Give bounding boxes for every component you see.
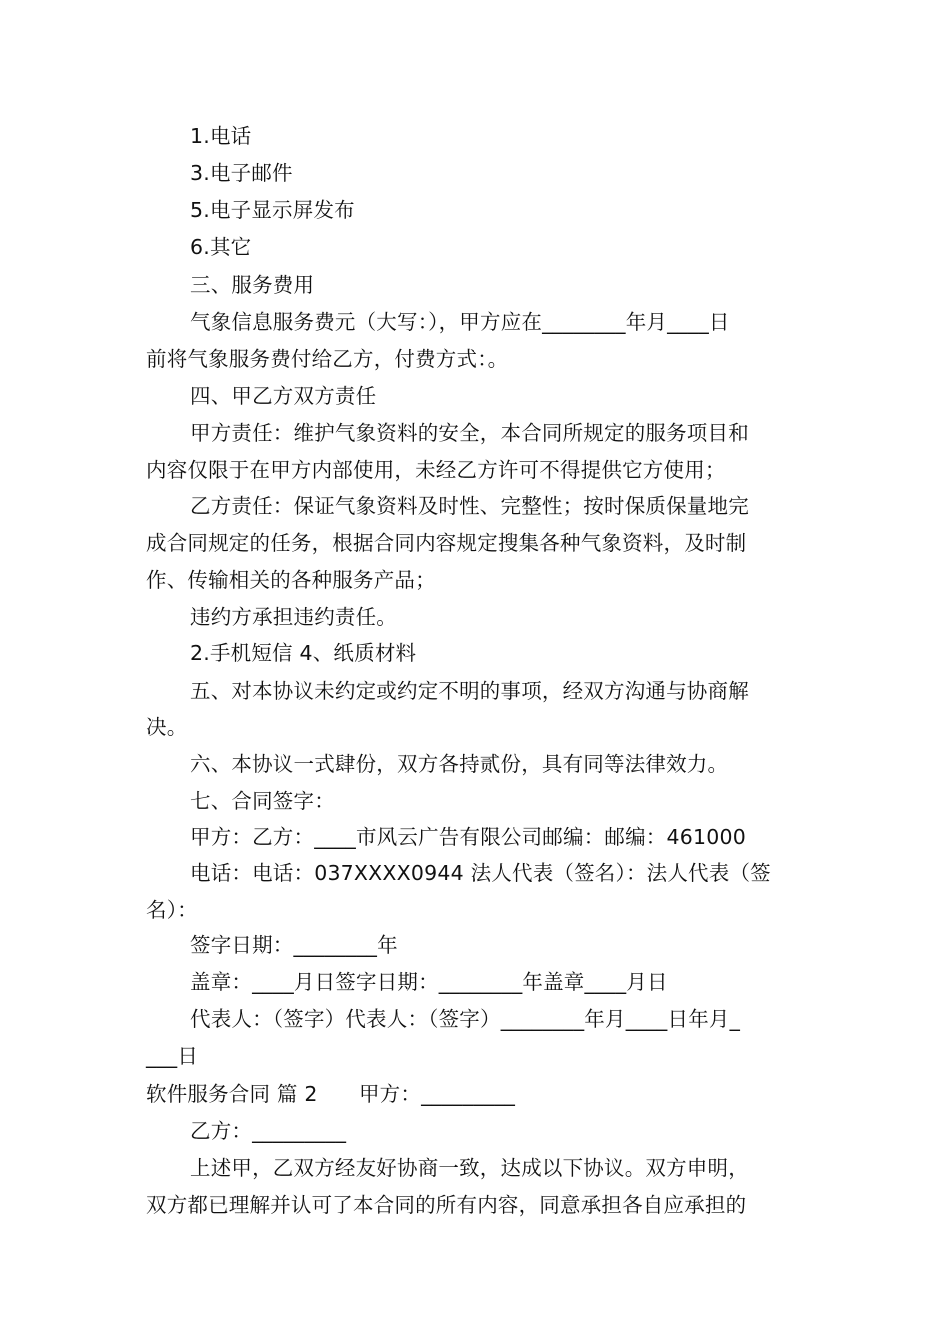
- document-subtitle: 软件服务合同 篇 2 甲方：_________: [146, 1082, 516, 1106]
- section-heading-responsibilities: 四、甲乙方双方责任: [190, 384, 377, 408]
- section-heading-five: 五、对本协议未约定或约定不明的事项，经双方沟通与协商解: [190, 679, 749, 703]
- signature-line: 电话：电话：037XXXX0944 法人代表（签名）：法人代表（签: [190, 861, 771, 885]
- paragraph-line: 作、传输相关的各种服务产品；: [146, 568, 436, 592]
- list-item-display-screen: 5.电子显示屏发布: [190, 198, 355, 222]
- signature-line: 签字日期：________年: [190, 933, 398, 957]
- paragraph-line: 前将气象服务费付给乙方，付费方式：。: [146, 347, 509, 371]
- section-heading-fees: 三、服务费用: [190, 273, 315, 297]
- party-b-line: 乙方：_________: [190, 1119, 347, 1143]
- list-item-other: 6.其它: [190, 235, 252, 259]
- paragraph-line: 决。: [146, 715, 188, 739]
- paragraph-line: 上述甲，乙双方经友好协商一致，达成以下协议。双方申明，: [190, 1156, 749, 1180]
- paragraph-line: 双方都已理解并认可了本合同的所有内容，同意承担各自应承担的: [146, 1193, 747, 1217]
- paragraph-line: 气象信息服务费元（大写：），甲方应在________年月____日: [190, 310, 730, 334]
- paragraph-line: 内容仅限于在甲方内部使用，未经乙方许可不得提供它方使用；: [146, 458, 726, 482]
- signature-line: ___日: [146, 1044, 199, 1068]
- signature-line: 甲方：乙方：____市风云广告有限公司邮编：邮编：461000: [190, 825, 746, 849]
- paragraph-line: 乙方责任：保证气象资料及时性、完整性；按时保质保量地完: [190, 494, 749, 518]
- paragraph-line: 违约方承担违约责任。: [190, 605, 397, 629]
- signature-line: 盖章：____月日签字日期：________年盖章____月日: [190, 970, 668, 994]
- list-item-phone: 1.电话: [190, 124, 252, 148]
- signature-line: 名）：: [146, 898, 198, 922]
- list-item-email: 3.电子邮件: [190, 161, 293, 185]
- section-heading-six: 六、本协议一式肆份，双方各持贰份，具有同等法律效力。: [190, 752, 729, 776]
- paragraph-line: 成合同规定的任务，根据合同内容规定搜集各种气象资料，及时制: [146, 531, 747, 555]
- list-item-sms-paper: 2.手机短信 4、纸质材料: [190, 641, 417, 665]
- paragraph-line: 甲方责任：维护气象资料的安全，本合同所规定的服务项目和: [190, 421, 749, 445]
- signature-line: 代表人：（签字）代表人：（签字）________年月____日年月_: [190, 1007, 741, 1031]
- section-heading-signature: 七、合同签字：: [190, 789, 335, 813]
